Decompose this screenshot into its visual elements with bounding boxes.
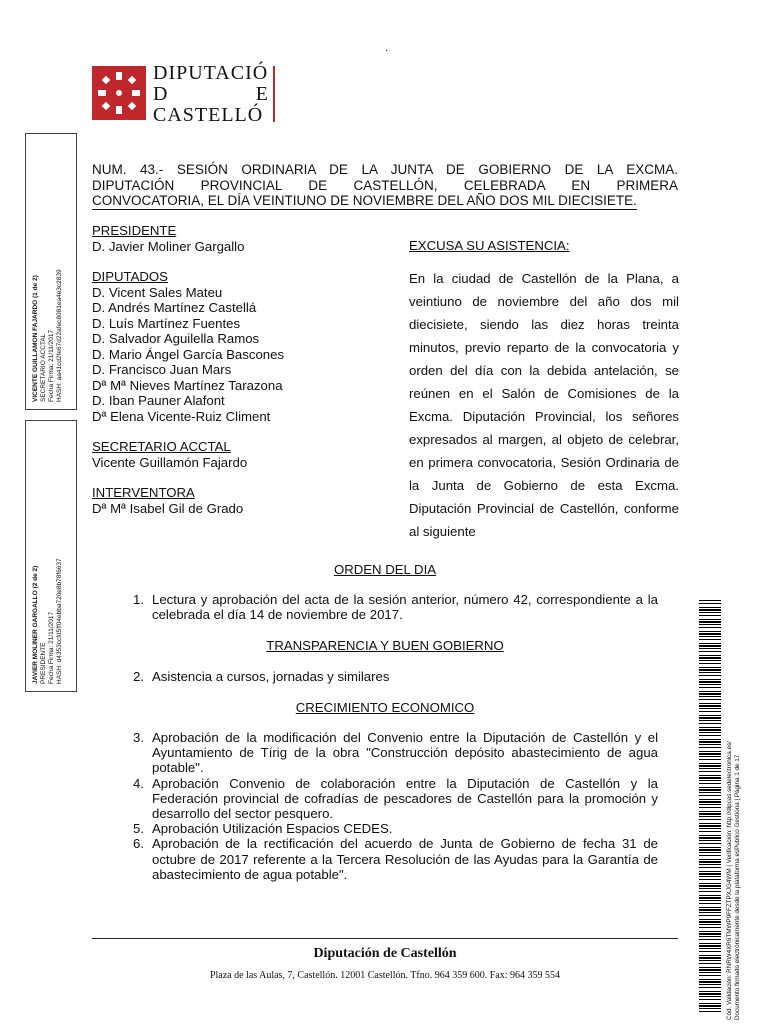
transparencia-heading: TRANSPARENCIA Y BUEN GOBIERNO: [266, 638, 504, 653]
orden-item: [118, 776, 658, 822]
title-line-1: NUM. 43.- SESIÓN ORDINARIA DE LA JUNTA DE GOBIERNO DE LA EXCMA.: [92, 162, 678, 177]
signature-text-2: [32, 427, 64, 684]
orden-heading: ORDEN DEL DIA: [333, 562, 437, 577]
item-text: Asistencia a cursos, jornadas y similares: [152, 669, 390, 684]
signature-role-1: SECRETARIO ACCTAL: [40, 333, 47, 402]
secretario-heading: SECRETARIO ACCTAL: [92, 439, 231, 454]
logo-line-2-left: D: [153, 83, 169, 105]
verification-text: [726, 660, 742, 1020]
signature-box-2: [25, 420, 77, 692]
item-number: 3.: [133, 730, 144, 745]
orden-item: [118, 730, 658, 776]
logo-line-1: DIPUTACIÓ: [153, 62, 269, 84]
verification-line-1: Cód. Validación: RNRW4XR6TMWP9FFZTPXJG4WM | Verificación: http://dipcas.sedelectronica.es/: [726, 741, 733, 1020]
item-text: Aprobación de la modificación del Convenio entre la Diputación de Castellón y el Ayuntamiento de Tírig de la obra "Construcción depósito abastecimiento de agua potable".: [152, 730, 658, 776]
footer-title: Diputación de Castellón: [313, 946, 457, 961]
session-title: [92, 162, 678, 210]
crecimiento-heading: CRECIMIENTO ECONOMICO: [295, 700, 475, 715]
diputado-item: Dª Elena Vicente-Ruiz Climent: [92, 408, 271, 424]
signature-name-1: VICENTE GUILLAMON FAJARDO (1 de 2): [32, 275, 39, 402]
item-number: 1.: [133, 592, 144, 607]
excusa-heading: EXCUSA SU ASISTENCIA:: [409, 238, 570, 253]
signature-box-1: [25, 133, 77, 410]
diputado-item: D. Salvador Aguilella Ramos: [92, 331, 260, 346]
orden-item: [118, 836, 658, 882]
item-number: 4.: [133, 775, 144, 791]
excusa-column: [409, 238, 679, 543]
signature-name-2: JAVIER MOLINER GARGALLO (2 de 2): [32, 565, 39, 684]
diputados-heading: DIPUTADOS: [92, 269, 168, 284]
logo-divider: [273, 66, 275, 122]
signature-role-2: PRESIDENTE: [40, 642, 47, 684]
diputado-item: D. Francisco Juan Mars: [92, 362, 232, 377]
orden-items-3: [118, 730, 658, 882]
interventora-heading: INTERVENTORA: [92, 485, 195, 500]
signature-hash-1: HASH: aa41cd2fe67d22afec8081ea4e3c2839: [56, 269, 63, 402]
signature-date-1: Fecha Firma: 21/11/2017: [48, 329, 55, 402]
orden-items-1: [118, 592, 658, 622]
logo-wordmark: [153, 63, 269, 126]
orden-item: [118, 821, 658, 836]
item-number: 6.: [133, 836, 144, 852]
excusa-paragraph: En la ciudad de Castellón de la Plana, a veintiuno de noviembre del año dos mil diecisiete, siendo las diez horas treinta minutos, previo reparto de la convocatoria y orden del día con la debida antelación, se reúnen en el Salón de Comisiones de la Excma. Diputación Provincial, los señores expresados al margen, al objeto de celebrar, en primera convocatoria, Sesión Ordinaria de la Junta de Gobierno de esta Excma. Diputación Provincial de Castellón, conforme al siguiente: [409, 271, 679, 539]
top-dot: .: [385, 40, 389, 54]
signature-date-2: Fecha Firma: 21/11/2017: [48, 611, 55, 684]
diputacio-logo-icon: [92, 66, 146, 120]
signature-text-1: [32, 140, 64, 402]
footer-address: Plaza de las Aulas, 7, Castellón. 12001 Castellón. Tfno. 964 359 600. Fax: 964 359 554: [209, 970, 561, 981]
title-line-3: CONVOCATORIA, EL DÍA VEINTIUNO DE NOVIEMBRE DEL AÑO DOS MIL DIECISIETE.: [92, 193, 637, 208]
attendees-column: [92, 223, 392, 516]
orden-items-2: [118, 669, 658, 684]
secretario-name: Vicente Guillamón Fajardo: [92, 454, 248, 470]
orden-item: [118, 592, 658, 622]
diputado-item: D. Luís Martínez Fuentes: [92, 315, 241, 331]
footer-divider: [92, 938, 678, 939]
logo-line-2-right: E: [255, 83, 269, 105]
verification-line-2: Documento firmado electrónicamente desde la plataforma esPublico Gestiona | Página 1 de 17: [734, 754, 741, 1020]
item-text: Aprobación Convenio de colaboración entre la Diputación de Castellón y la Federación provincial de cofradías de pescadores de Castellón para la promoción y desarrollo del sector pesquero.: [152, 775, 658, 822]
presidente-heading: PRESIDENTE: [92, 223, 177, 238]
title-line-2: DIPUTACIÓN PROVINCIAL DE CASTELLÓN, CELEBRADA EN PRIMERA: [92, 177, 678, 193]
diputado-item: D. Vicent Sales Mateu: [92, 284, 223, 300]
diputado-item: D. Andrés Martínez Castellá: [92, 300, 257, 315]
diputado-item: D. Iban Pauner Alafont: [92, 393, 225, 408]
presidente-name: D. Javier Moliner Gargallo: [92, 238, 245, 254]
logo-line-3: CASTELLÓ: [153, 104, 264, 126]
diputado-item: D. Mario Ángel García Bascones: [92, 346, 285, 362]
item-text: Aprobación de la rectificación del acuerdo de Junta de Gobierno de fecha 31 de octubre de 2017 referente a la Tercera Resolución de las Ayudas para la Garantía de abastecimiento de agua potable".: [152, 836, 658, 882]
logo-line-2: [153, 84, 269, 105]
orden-item: [118, 669, 658, 684]
item-number: 2.: [133, 669, 144, 684]
item-number: 5.: [133, 821, 144, 837]
item-text: Aprobación Utilización Espacios CEDES.: [152, 821, 393, 837]
signature-hash-2: HASH: d4353ccfd5ff04ebba720e8b78f6637: [56, 558, 63, 684]
barcode-icon: [699, 600, 721, 1014]
interventora-name: Dª Mª Isabel Gil de Grado: [92, 500, 244, 516]
item-text: Lectura y aprobación del acta de la sesión anterior, número 42, correspondiente a la celebrada el día 14 de noviembre de 2017.: [152, 592, 658, 623]
diputado-item: Dª Mª Nieves Martínez Tarazona: [92, 377, 283, 393]
